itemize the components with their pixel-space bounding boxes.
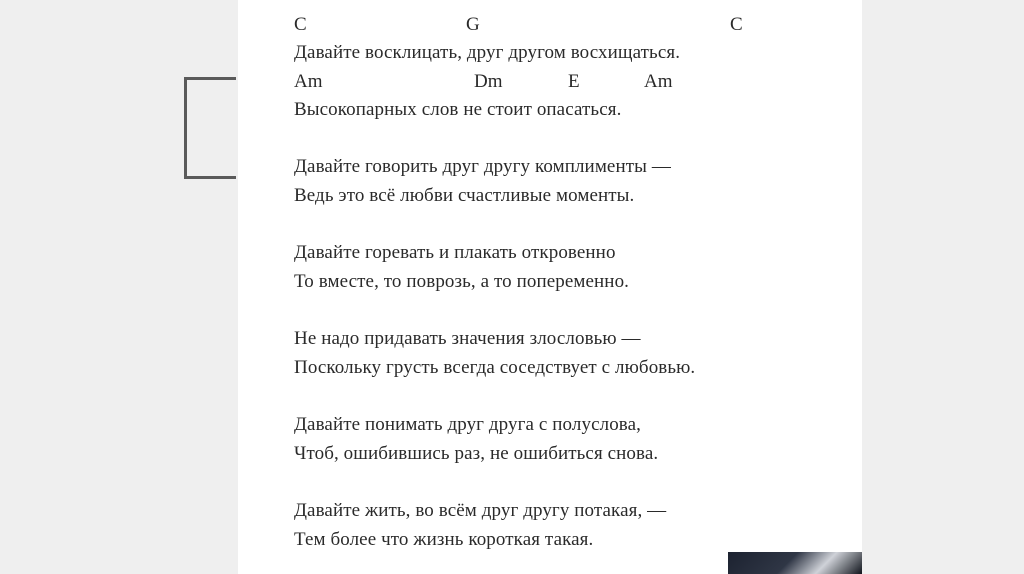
chord-g: G <box>466 14 480 35</box>
lyric-line-3: Давайте говорить друг другу комплименты — <box>294 156 671 177</box>
lyric-line-5: Давайте горевать и плакать откровенно <box>294 242 616 263</box>
lyric-line-12: Тем более что жизнь короткая такая. <box>294 529 594 550</box>
chord-e: E <box>568 71 580 92</box>
lyric-line-2: Высокопарных слов не стоит опасаться. <box>294 99 622 120</box>
chord-am: Am <box>294 71 323 92</box>
lyric-line-10: Чтоб, ошибившись раз, не ошибиться снова. <box>294 443 659 464</box>
lyric-line-7: Не надо придавать значения злословью — <box>294 328 641 349</box>
lyric-line-11: Давайте жить, во всём друг другу потакая, — <box>294 500 667 521</box>
lyric-line-9: Давайте понимать друг друга с полуслова, <box>294 414 642 435</box>
lyric-line-4: Ведь это всё любви счастливые моменты. <box>294 185 635 206</box>
chord-dm: Dm <box>474 71 503 92</box>
chord-c-2: C <box>730 14 743 35</box>
lyric-line-1: Давайте восклицать, друг другом восхищаться. <box>294 42 681 63</box>
chord-c: C <box>294 14 307 35</box>
lyric-line-8: Поскольку грусть всегда соседствует с любовью. <box>294 357 696 378</box>
chord-am-2: Am <box>644 71 673 92</box>
photo-thumbnail <box>728 552 862 574</box>
bracket-shape <box>184 77 236 179</box>
lyrics-page <box>238 0 862 574</box>
right-margin <box>862 0 1024 574</box>
lyric-line-6: То вместе, то поврозь, а то попеременно. <box>294 271 630 292</box>
